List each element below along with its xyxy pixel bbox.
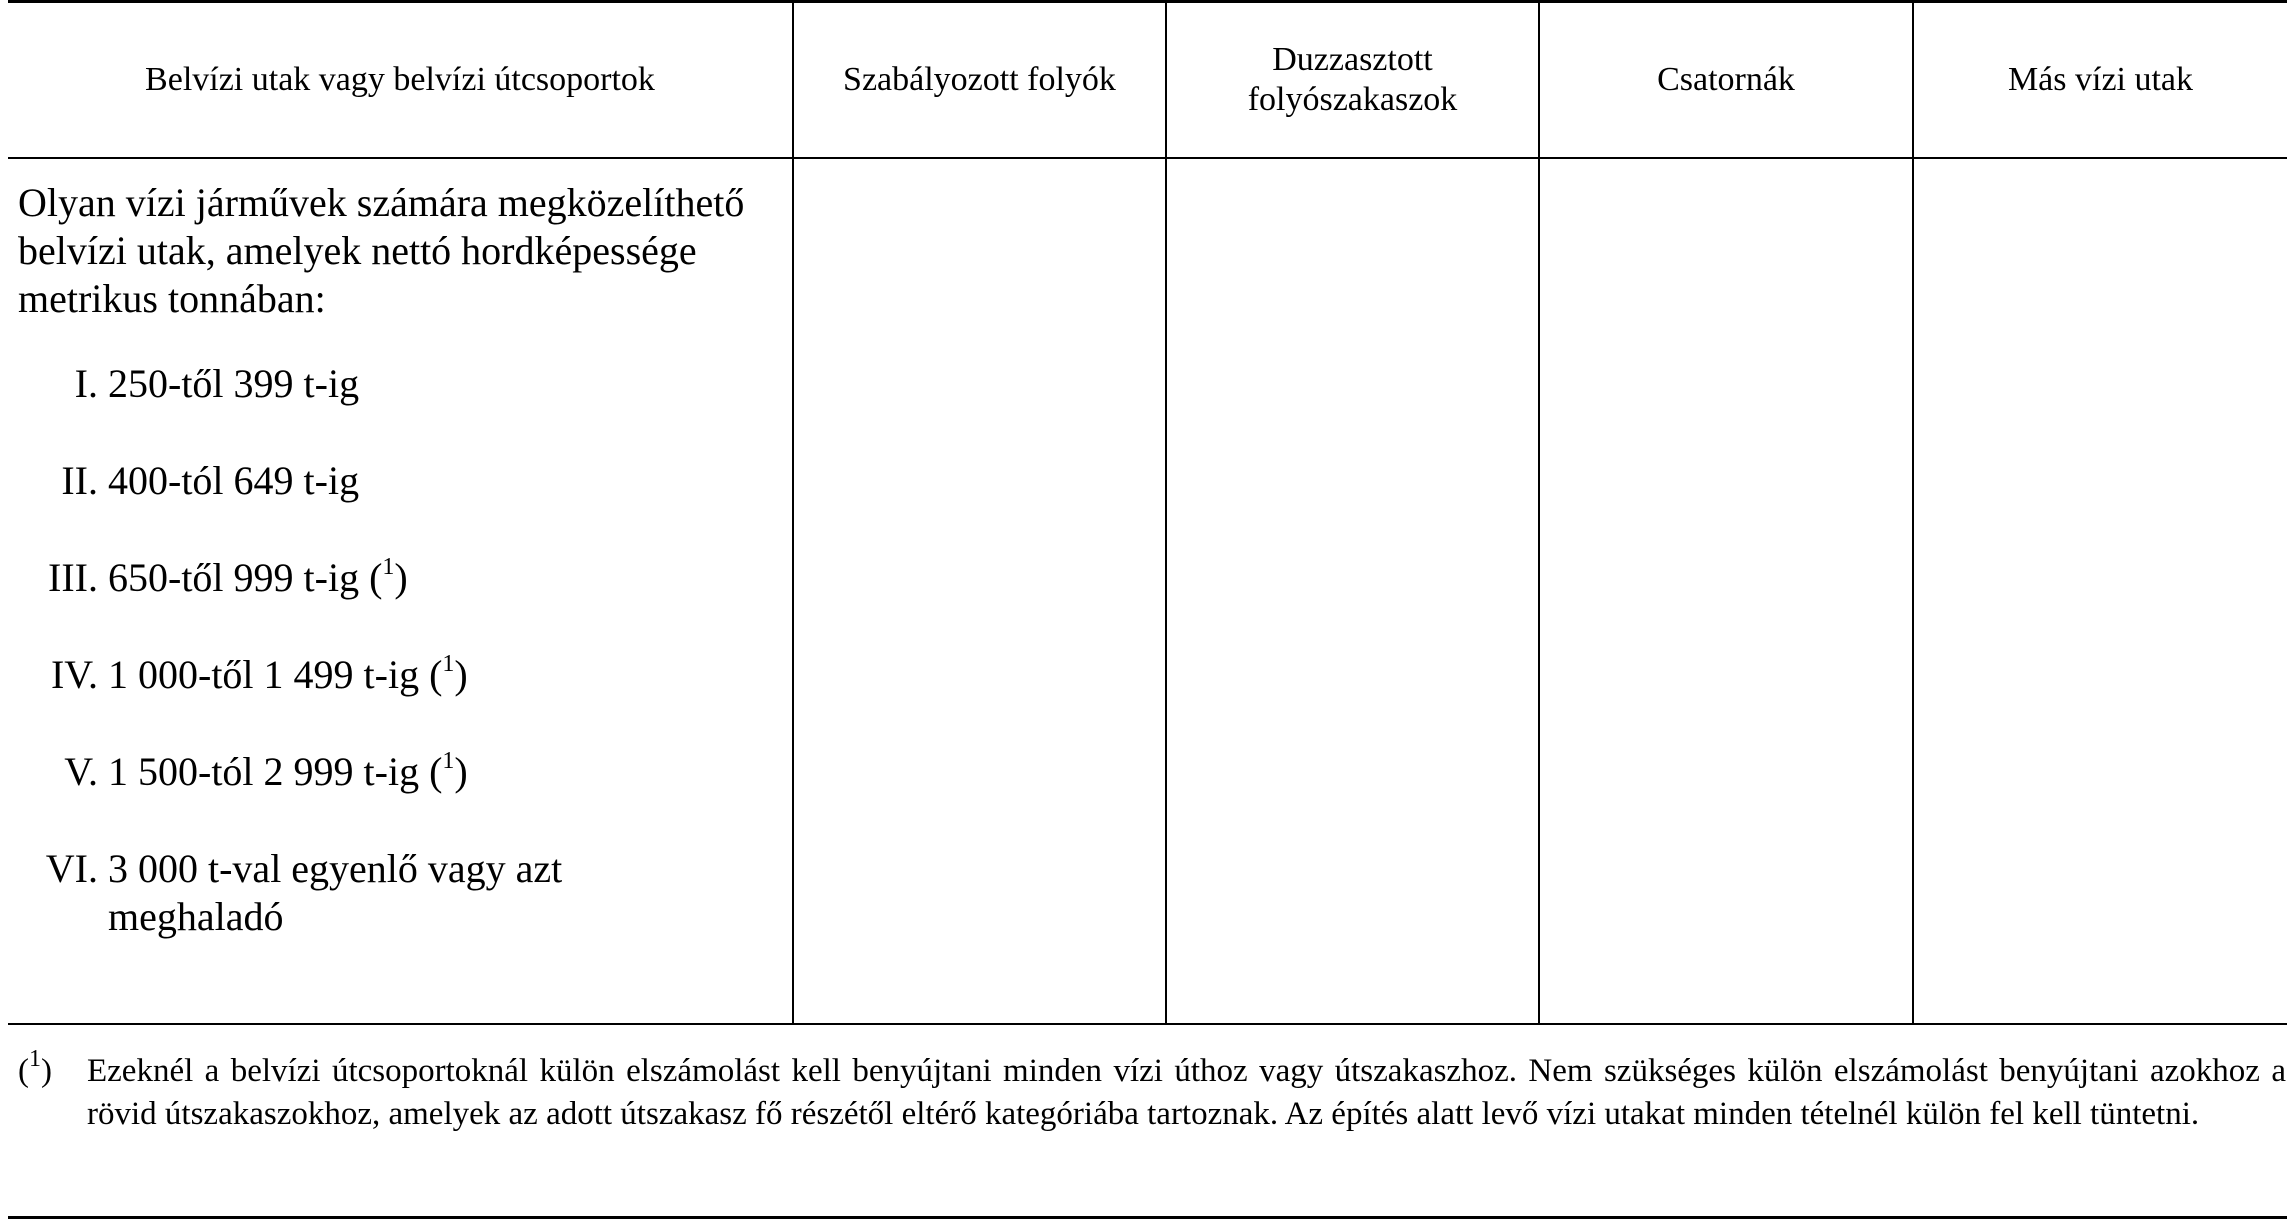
- category-text: 250-től 399 t-ig: [108, 361, 360, 406]
- category-number: IV.: [50, 652, 98, 697]
- header-waterways: Belvízi utak vagy belvízi útcsoportok: [8, 2, 793, 159]
- category-text: 650-től 999 t-ig ($^1$): [108, 553, 408, 600]
- category-text: 1 000-től 1 499 t-ig ($^1$): [108, 650, 468, 697]
- category-item: [8, 360, 792, 408]
- category-text: 3 000 t-val egyenlő vagy azt meghaladó: [108, 846, 563, 939]
- footnote-mark: ($^1$): [18, 1046, 52, 1089]
- header-canals: Csatornák: [1539, 2, 1913, 159]
- category-item: [8, 554, 792, 602]
- category-item: [8, 845, 792, 941]
- other-waterways-cell: [1913, 158, 2287, 1024]
- header-dammed-sections: Duzzasztott folyószakaszok: [1166, 2, 1539, 159]
- table-row: [8, 158, 2287, 1024]
- footnote-ref: 1: [442, 650, 455, 677]
- category-number: II.: [61, 458, 98, 503]
- footnote: [18, 1046, 2286, 1136]
- category-list: [8, 360, 792, 941]
- header-regulated-rivers: Szabályozott folyók: [793, 2, 1166, 159]
- category-item: [8, 748, 792, 796]
- footnote-ref: 1: [382, 553, 395, 580]
- category-item: [8, 651, 792, 699]
- bottom-rule: [8, 1216, 2287, 1219]
- footnote-ref: 1: [442, 747, 455, 774]
- dammed-sections-cell: [1166, 158, 1539, 1024]
- category-text: 400-tól 649 t-ig: [108, 458, 360, 503]
- regulated-rivers-cell: [793, 158, 1166, 1024]
- header-row: [8, 2, 2287, 159]
- category-text: 1 500-tól 2 999 t-ig ($^1$): [108, 747, 468, 794]
- category-number: VI.: [45, 846, 98, 891]
- category-cell: [8, 158, 793, 1024]
- waterways-table: [8, 0, 2287, 1025]
- lead-text: Olyan vízi járművek számára megközelíthető belvízi utak, amelyek nettó hordképessége metrikus tonnában:: [18, 180, 745, 321]
- footnote-text: Ezeknél a belvízi útcsoportoknál külön elszámolást kell benyújtani minden vízi úthoz vagy útszakaszhoz. Nem szükséges külön elszámolást benyújtani azokhoz a rövid útszakaszokhoz, amelyek az adott útszakasz fő részétől eltérő kategóriába tartoznak. Az építés alatt levő vízi utakat minden tételnél külön fel kell tüntetni.: [87, 1053, 2286, 1132]
- category-number: III.: [48, 555, 98, 600]
- header-other-waterways: Más vízi utak: [1913, 2, 2287, 159]
- category-item: [8, 457, 792, 505]
- category-number: I.: [74, 361, 98, 406]
- category-number: V.: [64, 749, 98, 794]
- canals-cell: [1539, 158, 1913, 1024]
